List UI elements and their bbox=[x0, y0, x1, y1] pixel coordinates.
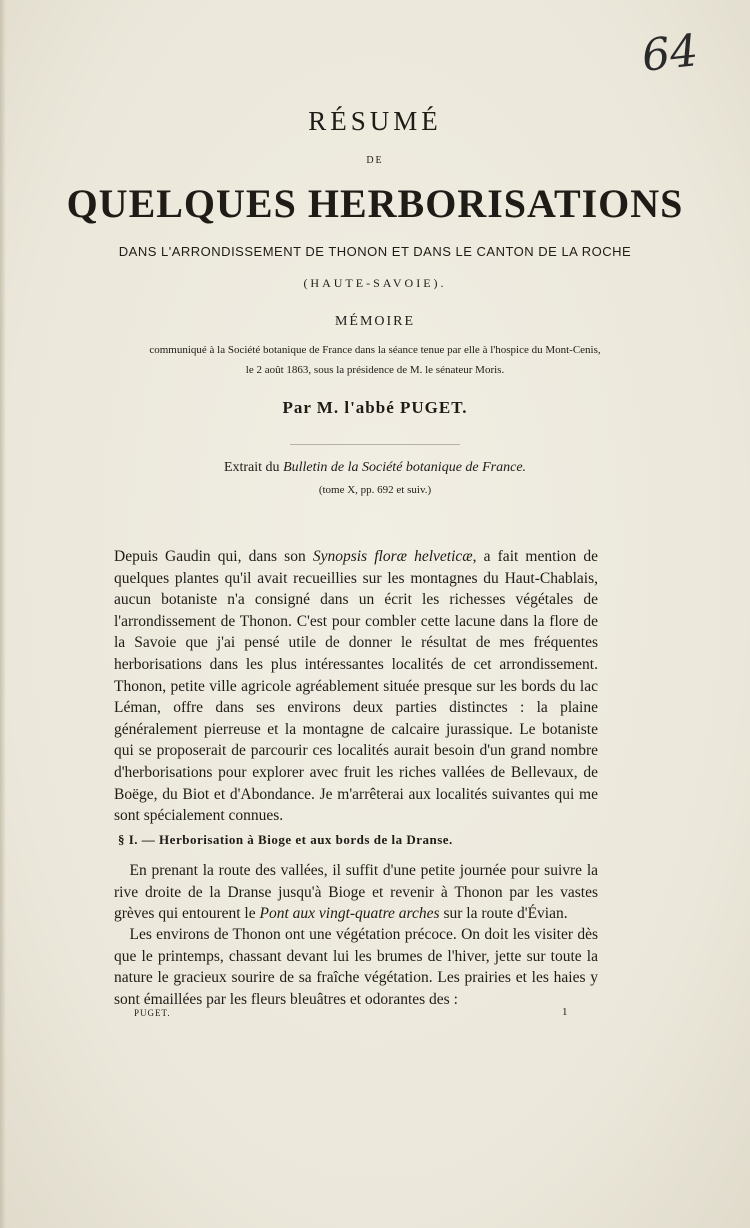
paragraph-1-text-b: , a fait mention de quelques plantes qu'il avait recueillies sur les montagnes du Haut-Chablais, aucun botaniste n'a consigné dans un écrit les richesses végétales de l'arrondissement de Thonon. C'est pour combler cette lacune dans la flore de la Savoie que j'ai pensé utile de donner le résultat de mes fréquentes herborisations dans les plus intéressantes localités de cet arrondissement. Thonon, petite ville agricole agréablement située presque sur les bords du lac Léman, offre dans ses environs deux parties distinctes : la plaine généralement pierreuse et la montagne de calcaire jurassique. Le botaniste qui se proposerait de parcourir ces localités aurait besoin d'un grand nombre d'herborisations pour explorer avec fruit les riches vallées de Bellevaux, de Boëge, du Biot et d'Abondance. Je m'arrêterai aux localités suivantes qui me sont spécialement connues. bbox=[114, 548, 598, 825]
paragraph-1-text-a: Depuis Gaudin qui, dans son bbox=[114, 548, 313, 565]
section-heading: § I. — Herborisation à Bioge et aux bords de la Dranse. bbox=[118, 832, 453, 847]
paragraph-2 bbox=[114, 860, 598, 925]
volume-reference: (tome X, pp. 692 et suiv.) bbox=[318, 484, 432, 496]
paragraph-1-italic: Synopsis floræ helveticæ bbox=[312, 548, 473, 565]
paragraph-2-italic: Pont aux vingt-quatre arches bbox=[259, 905, 440, 923]
main-title: QUELQUES HERBORISATIONS bbox=[66, 181, 684, 226]
paragraph-1 bbox=[114, 546, 598, 827]
communication-note bbox=[0, 340, 750, 380]
extract-prefix: Extrait du bbox=[223, 460, 280, 475]
title-de: DE bbox=[366, 155, 384, 166]
communication-line-1: communiqué à la Société botanique de France dans la séance tenue par elle à l'hospice du Mont-Cenis, bbox=[149, 344, 601, 356]
communication-line-2: le 2 août 1863, sous la présidence de M. le sénateur Moris. bbox=[245, 364, 505, 376]
author-line: Par M. l'abbé PUGET. bbox=[282, 398, 468, 417]
region: (HAUTE-SAVOIE). bbox=[303, 276, 447, 290]
paragraph-3 bbox=[114, 924, 598, 1010]
extract-journal-title: Bulletin de la Société botanique de France. bbox=[283, 460, 527, 475]
subtitle: DANS L'ARRONDISSEMENT DE THONON ET DANS LE CANTON DE LA ROCHE bbox=[118, 244, 632, 259]
extract-line bbox=[0, 460, 750, 476]
memoire-label: MÉMOIRE bbox=[334, 314, 416, 329]
paragraph-2-text-b: sur la route d'Évian. bbox=[439, 905, 568, 923]
paragraph-3-text: Les environs de Thonon ont une végétation précoce. On doit les visiter dès que le printemps, chassant devant lui les brumes de l'hiver, jette sur toute la nature le gracieux sourire de sa fraîche végétation. Les prairies et les haies y sont émaillées par les fleurs bleuâtres et odorantes des : bbox=[114, 926, 598, 1008]
paragraph-2-text-a: En prenant la route des vallées, il suffit d'une petite journée pour suivre la rive droite de la Dranse jusqu'à Bioge et revenir à Thonon par les vastes grèves qui entourent le bbox=[114, 862, 598, 923]
handwritten-folio-number: 64 bbox=[639, 25, 701, 82]
title-resume: RÉSUMÉ bbox=[308, 106, 442, 136]
signature-mark: PUGET. bbox=[134, 1008, 171, 1018]
sheet-number: 1 bbox=[562, 1006, 568, 1018]
divider-rule bbox=[290, 444, 460, 445]
